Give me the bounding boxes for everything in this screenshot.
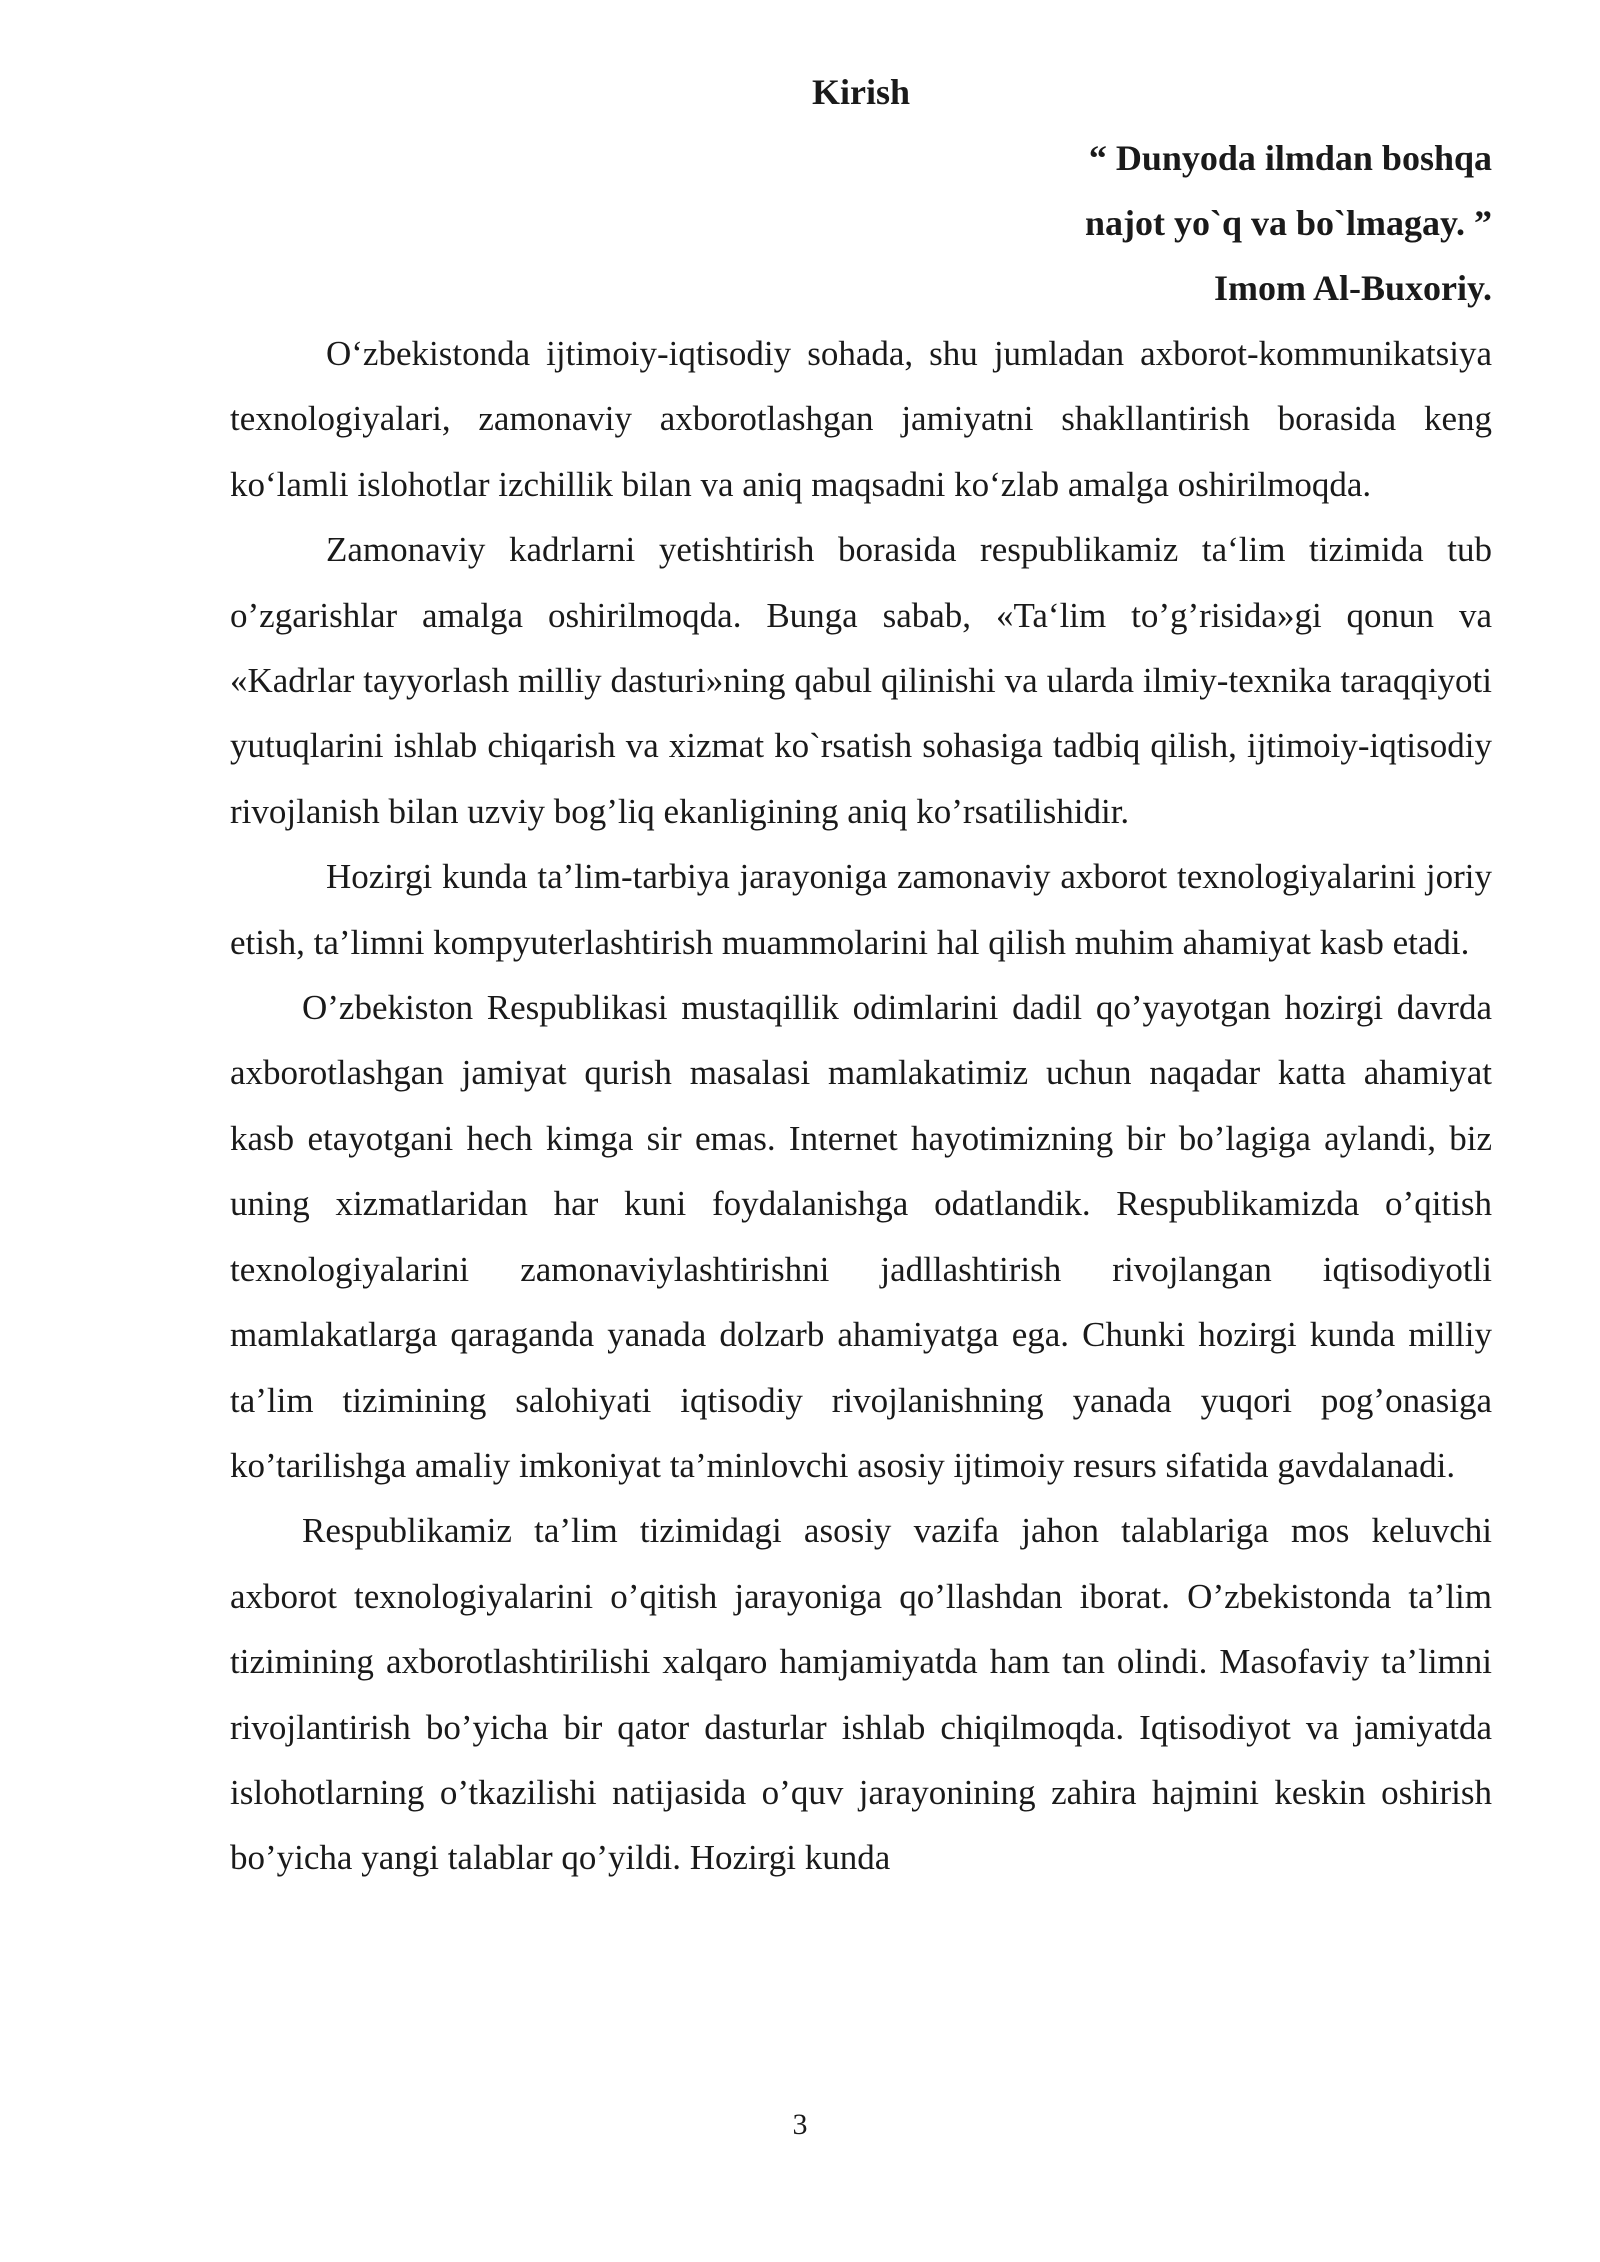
epigraph <box>230 126 1492 321</box>
page-number: 3 <box>792 2108 808 2141</box>
epigraph-line-2: najot yo`q va bo`lmagay. ” <box>1084 203 1492 243</box>
epigraph-author: Imom Al-Buxoriy. <box>1213 268 1492 308</box>
paragraph-4: O’zbekiston Respublikasi mustaqillik odimlarini dadil qo’yayotgan hozirgi davrda axborotlashgan jamiyat qurish masalasi mamlakatimiz uchun naqadar katta ahamiyat kasb etayotgani hech kimga sir emas. Internet hayotimizning bir bo’lagiga aylandi, biz uning xizmatlaridan har kuni foydalanishga odatlandik. Respublikamizda o’qitish texnologiyalarini zamonaviylashtirishni jadllashtirish rivojlangan iqtisodiyotli mamlakatlarga qaraganda yanada dolzarb ahamiyatga ega. Chunki hozirgi kunda milliy ta’lim tizimining salohiyati iqtisodiy rivojlanishning yanada yuqori pog’onasiga ko’tarilishga amaliy imkoniyat ta’minlovchi asosiy ijtimoiy resurs sifatida gavdalanadi. <box>230 988 1492 1485</box>
document-page <box>230 68 1492 1891</box>
paragraph-1: O‘zbekistonda ijtimoiy-iqtisodiy sohada, shu jumladan axborot-kommunikatsiya texnologiyalari, zamonaviy axborotlashgan jamiyatni shakllantirish borasida keng ko‘lamli islohotlar izchillik bilan va aniq maqsadni ko‘zlab amalga oshirilmoqda. <box>230 334 1492 504</box>
paragraph-3: Hozirgi kunda ta’lim-tarbiya jarayoniga zamonaviy axborot texnologiyalarini joriy etish, ta’limni kompyuterlashtirish muammolarini hal qilish muhim ahamiyat kasb etadi. <box>230 857 1492 962</box>
paragraph-2: Zamonaviy kadrlarni yetishtirish borasida respublikamiz ta‘lim tizimida tub o’zgarishlar amalga oshirilmoqda. Bunga sabab, «Ta‘lim to’g’risida»gi qonun va «Kadrlar tayyorlash milliy dasturi»ning qabul qilinishi va ularda ilmiy-texnika taraqqiyoti yutuqlarini ishlab chiqarish va xizmat ko`rsatish sohasiga tadbiq qilish, ijtimoiy-iqtisodiy rivojlanish bilan uzviy bog’liq ekanligining aniq ko’rsatilishidir. <box>230 530 1492 831</box>
body-text <box>230 321 1492 1891</box>
paragraph-5: Respublikamiz ta’lim tizimidagi asosiy vazifa jahon talablariga mos keluvchi axborot texnologiyalarini o’qitish jarayoniga qo’llashdan iborat. O’zbekistonda ta’lim tizimining axborotlashtirilishi xalqaro hamjamiyatda ham tan olindi. Masofaviy ta’limni rivojlantirish bo’yicha bir qator dasturlar ishlab chiqilmoqda. Iqtisodiyot va jamiyatda islohotlarning o’tkazilishi natijasida o’quv jarayonining zahira hajmini keskin oshirish bo’yicha yangi talablar qo’yildi. Hozirgi kunda <box>230 1511 1492 1878</box>
epigraph-line-1: “ Dunyoda ilmdan boshqa <box>1088 138 1492 178</box>
page-title: Kirish <box>811 72 910 112</box>
